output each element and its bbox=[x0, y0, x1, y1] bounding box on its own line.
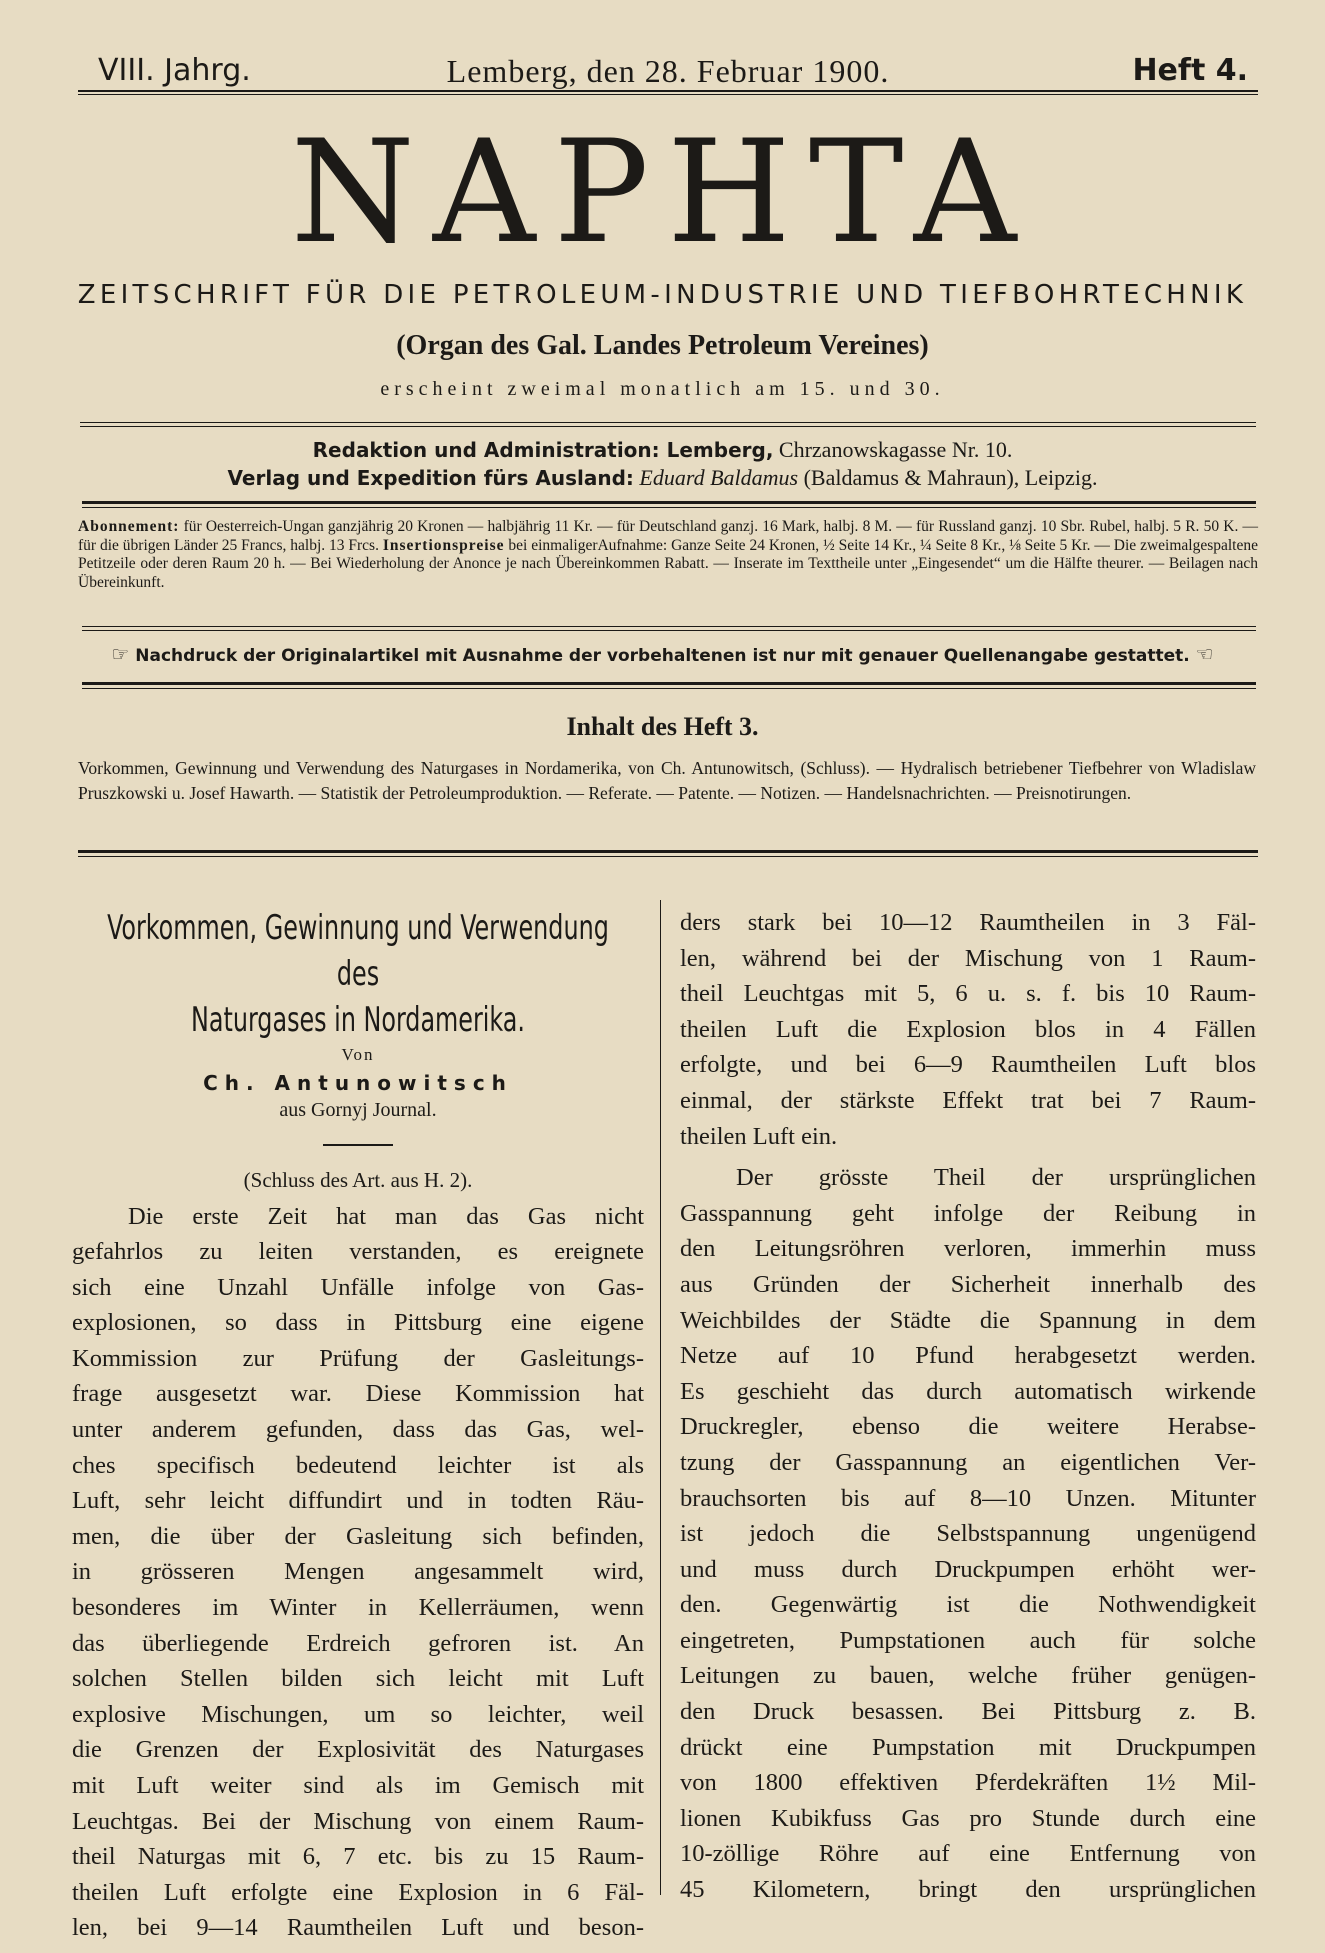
body-line: theilen Luft die Explosion blos in 4 Fällen bbox=[680, 1015, 1256, 1043]
column-divider bbox=[660, 900, 661, 1895]
body-line: unter anderem gefunden, dass das Gas, wel- bbox=[72, 1416, 644, 1444]
body-line: 45 Kilometern, bringt den ursprünglichen bbox=[680, 1876, 1256, 1904]
body-line: Weichbildes der Städte die Spannung in dem bbox=[680, 1306, 1256, 1334]
contents-text: Vorkommen, Gewinnung und Verwendung des Naturgases in Nordamerika, von Ch. Antunowitsch, (Schluss). — Hydralisch betriebener Tiefbehrer von Wladislaw Pruszkowski u. Josef Hawarth. — Statistik der Petroleumproduktion. — Referate. — Patente. — Notizen. — Handelsnachrichten. — Preisnotirungen. bbox=[78, 758, 1256, 803]
article-body-left bbox=[72, 1199, 644, 1946]
divider bbox=[82, 630, 1256, 631]
body-line: 10-zöllige Röhre auf eine Entfernung von bbox=[680, 1840, 1256, 1868]
frequency-line: erscheint zweimal monatlich am 15. und 30. bbox=[380, 378, 945, 400]
body-line: und muss durch Druckpumpen erhöht wer- bbox=[680, 1555, 1256, 1583]
body-line: das überliegende Erdreich gefroren ist. An bbox=[72, 1629, 644, 1657]
masthead-subtitle: ZEITSCHRIFT FÜR DIE PETROLEUM-INDUSTRIE UND TIEFBOHRTECHNIK bbox=[77, 280, 1248, 310]
body-line: explosive Mischungen, um so leichter, weil bbox=[72, 1700, 644, 1728]
divider bbox=[80, 426, 1256, 427]
body-line: frage ausgesetzt war. Diese Kommission hat bbox=[72, 1380, 644, 1408]
article-continuation: (Schluss des Art. aus H. 2). bbox=[243, 1167, 473, 1192]
contents-title: Inhalt des Heft 3. bbox=[566, 712, 759, 741]
divider bbox=[82, 626, 1256, 627]
body-line: Druckregler, ebenso die weitere Herabse- bbox=[680, 1413, 1256, 1441]
redaktion-line: Redaktion und Administration: Lemberg, Chrzanowskagasse Nr. 10. bbox=[312, 437, 1013, 462]
body-line: Der grösste Theil der ursprünglichen bbox=[736, 1164, 1256, 1192]
body-line: besonderes im Winter in Kellerräumen, wenn bbox=[72, 1594, 644, 1622]
insertion-text: bei einmaligerAufnahme: Ganze Seite 24 Kronen, ½ Seite 14 Kr., ¼ Seite 8 Kr., ⅛ Seite 5 Kr. — Die zweimalgespaltene Petitzeile oder deren Raum 20 h. — Bei Wiederholung der Anonce je nach Übereinkommen Rabatt. — Inserate im Texttheile unter „Eingesendet“ um die Hälfte theurer. — Beilagen nach Übereinkunft. bbox=[78, 536, 1258, 591]
body-line: Leitungen zu bauen, welche früher genügen- bbox=[680, 1662, 1256, 1690]
reprint-notice bbox=[0, 642, 1325, 666]
body-line: gefahrlos zu leiten verstanden, es ereignete bbox=[72, 1238, 644, 1266]
body-line: in grösseren Mengen angesammelt wird, bbox=[72, 1558, 644, 1586]
body-line: ches specifisch bedeutend leichter ist als bbox=[72, 1451, 644, 1479]
body-line: theilen Luft erfolgte eine Explosion in 6 Fäl- bbox=[72, 1878, 644, 1906]
body-line: den. Gegenwärtig ist die Nothwendigkeit bbox=[680, 1591, 1256, 1619]
body-line: drückt eine Pumpstation mit Druckpumpen bbox=[680, 1733, 1256, 1761]
divider bbox=[78, 856, 1258, 857]
article-title-line-1: Vorkommen, Gewinnung und Verwendung des bbox=[107, 908, 609, 994]
body-line: men, die über der Gasleitung sich befinden, bbox=[72, 1522, 644, 1550]
divider bbox=[82, 507, 1256, 508]
redaktion-block bbox=[0, 436, 1325, 492]
divider bbox=[82, 501, 1256, 504]
article-left-column bbox=[72, 905, 644, 1946]
body-line: sich eine Unzahl Unfälle infolge von Gas- bbox=[72, 1273, 644, 1301]
body-line: theil Leuchtgas mit 5, 6 u. s. f. bis 10 Raum- bbox=[680, 980, 1256, 1008]
verlag-line: Verlag und Expedition fürs Ausland: Eduard Baldamus (Baldamus & Mahraun), Leipzig. bbox=[227, 465, 1098, 490]
body-line: Es geschieht das durch automatisch wirkende bbox=[680, 1377, 1256, 1405]
body-line: den Leitungsröhren verloren, immerhin muss bbox=[680, 1235, 1256, 1263]
divider bbox=[80, 422, 1256, 423]
body-line: Leuchtgas. Bei der Mischung von einem Raum- bbox=[72, 1807, 644, 1835]
body-line: len, während bei der Mischung von 1 Raum- bbox=[680, 944, 1256, 972]
body-line: Luft, sehr leicht diffundirt und in todten Räu- bbox=[72, 1487, 644, 1515]
article-source: aus Gornyj Journal. bbox=[279, 1099, 437, 1121]
masthead-title: NAPHTA bbox=[290, 110, 1035, 275]
body-line: einmal, der stärkste Effekt trat bei 7 Raum- bbox=[680, 1086, 1256, 1114]
article-title-line-2: Naturgases in Nordamerika. bbox=[191, 1000, 525, 1040]
body-line: Gasspannung geht infolge der Reibung in bbox=[680, 1199, 1256, 1227]
body-line: Netze auf 10 Pfund herabgesetzt werden. bbox=[680, 1342, 1256, 1370]
body-line: Die erste Zeit hat man das Gas nicht bbox=[128, 1202, 644, 1230]
article-body-right-paragraph-2 bbox=[680, 1160, 1256, 1907]
body-line: erfolgte, und bei 6—9 Raumtheilen Luft blos bbox=[680, 1051, 1256, 1079]
organ-line: (Organ des Gal. Landes Petroleum Vereines) bbox=[396, 330, 929, 361]
short-divider bbox=[323, 1144, 393, 1146]
body-line: solchen Stellen bilden sich leicht mit Luft bbox=[72, 1665, 644, 1693]
body-line: brauchsorten bis auf 8—10 Unzen. Mitunter bbox=[680, 1484, 1256, 1512]
divider bbox=[78, 90, 1258, 92]
article-body-right-paragraph-1 bbox=[680, 905, 1256, 1154]
body-line: explosionen, so dass in Pittsburg eine eigene bbox=[72, 1309, 644, 1337]
body-line: den Druck besassen. Bei Pittsburg z. B. bbox=[680, 1698, 1256, 1726]
issue-number: Heft 4. bbox=[1132, 53, 1248, 88]
body-line: theil Naturgas mit 6, 7 etc. bis zu 15 Raum- bbox=[72, 1843, 644, 1871]
body-line: ist jedoch die Selbstspannung ungenügend bbox=[680, 1520, 1256, 1548]
reprint-text: Nachdruck der Originalartikel mit Ausnahme der vorbehaltenen ist nur mit genauer Quellenangabe gestattet. bbox=[135, 646, 1190, 666]
article-von: Von bbox=[341, 1045, 375, 1064]
insertion-label: Insertionspreise bbox=[382, 536, 505, 554]
volume-label: VIII. Jahrg. bbox=[98, 53, 251, 88]
body-line: lionen Kubikfuss Gas pro Stunde durch eine bbox=[680, 1804, 1256, 1832]
abonnement-label: Abonnement: bbox=[78, 518, 180, 535]
divider bbox=[82, 682, 1256, 685]
body-line: len, bei 9—14 Raumtheilen Luft und beson- bbox=[72, 1914, 644, 1942]
body-line: Kommission zur Prüfung der Gasleitungs- bbox=[72, 1344, 644, 1372]
body-line: eingetreten, Pumpstationen auch für solche bbox=[680, 1626, 1256, 1654]
divider bbox=[82, 688, 1256, 689]
body-line: ders stark bei 10—12 Raumtheilen in 3 Fäl- bbox=[680, 909, 1256, 936]
place-date: Lemberg, den 28. Februar 1900. bbox=[446, 53, 890, 89]
subscription-block bbox=[78, 518, 1258, 592]
body-line: von 1800 effektiven Pferdekräften 1½ Mil- bbox=[680, 1769, 1256, 1797]
top-header bbox=[78, 45, 1258, 95]
body-line: die Grenzen der Explosivität des Naturgases bbox=[72, 1736, 644, 1764]
abonnement-text: für Oesterreich-Ungan ganzjährig 20 Kronen — halbjährig 11 Kr. — für Deutschland ganzj. 16 Mark, halbj. 8 M. — für Russland ganzj. 10 Sbr. Rubel, halbj. 5 R. 50 K. — für die übrigen Länder 25 Francs, halbj. 13 Frcs. bbox=[78, 518, 1258, 554]
body-line: mit Luft weiter sind als im Gemisch mit bbox=[72, 1772, 644, 1799]
article-author: Ch. Antunowitsch bbox=[203, 1071, 513, 1095]
pointing-hand-right-icon: ☞ bbox=[111, 642, 130, 666]
pointing-hand-left-icon: ☜ bbox=[1195, 642, 1214, 666]
body-line: aus Gründen der Sicherheit innerhalb des bbox=[680, 1270, 1256, 1298]
body-line: theilen Luft ein. bbox=[680, 1122, 838, 1150]
article-right-column bbox=[680, 905, 1256, 1908]
body-line: tzung der Gasspannung an eigentlichen Ver- bbox=[680, 1448, 1256, 1476]
divider bbox=[78, 94, 1258, 95]
divider bbox=[78, 850, 1258, 853]
